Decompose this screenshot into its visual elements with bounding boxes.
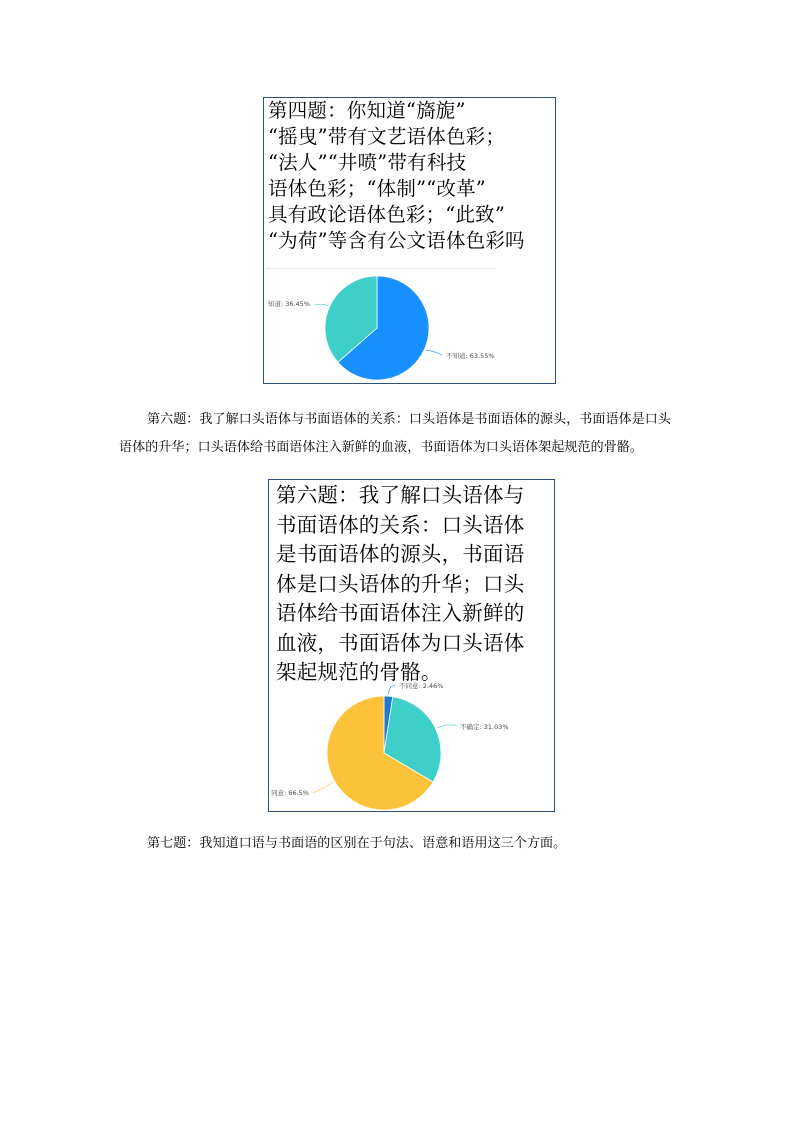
figure-question6-title: 第六题：我了解口头语体与 书面语体的关系：口头语体 是书面语体的源头，书面语 体是口头语体的升华；口头 语体给书面语体注入新鲜的 血液，书面语体为口头语体 架起规范的骨骼。 [276,483,525,684]
pie-leader-line [314,304,328,306]
pie-leader-line [426,350,442,355]
pie-leader-line [437,725,457,728]
pie-leader-line [389,685,395,694]
pie-slice-label: 同意: 66.5% [271,789,309,797]
pie-slice-label: 不确定: 31.03% [460,723,509,731]
pie-slice-label: 知道: 36.45% [267,300,310,308]
pie-chart-question6 [269,678,554,810]
figure-question6 [268,479,555,812]
pie-chart-question4 [264,273,554,383]
figure-separator [266,268,496,269]
figure-question4-title: 第四题：你知道“旖旎” “摇曳”带有文艺语体色彩； “法人”“井喷”带有科技 语体色彩；“体制”“改革” 具有政论语体色彩；“此致” “为荷”等含有公文语体色彩吗 [268,99,525,252]
paragraph-question6: 第六题：我了解口头语体与书面语体的关系：口头语体是书面语体的源头，书面语体是口头语体的升华；口头语体给书面语体注入新鲜的血液，书面语体为口头语体架起规范的骨骼。 [119,412,672,455]
pie-slice-label: 不知道: 63.55% [446,352,495,360]
figure-question4 [263,97,556,384]
pie-slice-label: 不同意: 2.46% [399,682,444,690]
paragraph-question7: 第七题：我知道口语与书面语的区别在于句法、语意和语用这三个方面。 [147,836,567,851]
pie-leader-line [313,782,333,793]
